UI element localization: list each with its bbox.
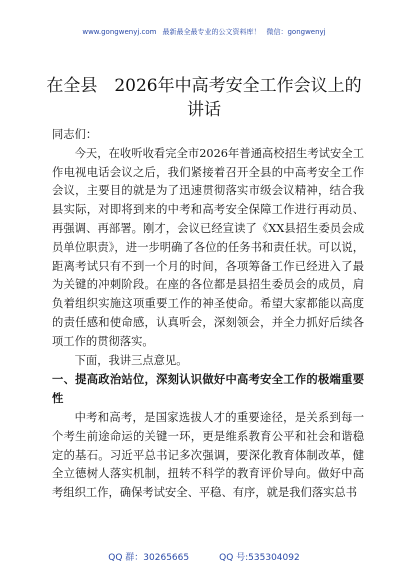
document-body [52, 126, 364, 503]
section-1-paragraph: 中考和高考，是国家选拔人才的重要途径，是关系到每一个考生前途命运的关键一环，更是维系教育公平和社会和谐稳定的基石。习近平总书记多次强调，要深化教育体制改革，健全立德树人落实机制，扭转不科学的教育评价导向。做好中高考组织工作，确保考试安全、平稳、有序，就是我们落实总书 [52, 410, 364, 500]
greeting: 同志们： [52, 128, 98, 141]
site-url[interactable]: www.gongwenyj.com [82, 28, 157, 36]
section-1-heading: 一、提高政治站位，深刻认识做好中高考安全工作的极端重要性 [52, 373, 364, 406]
body-paragraph-2: 下面，我讲三点意见。 [74, 353, 188, 367]
site-header [0, 27, 408, 37]
site-slogan: 最新最全最专业的公文资料库！ [162, 28, 261, 36]
body-paragraph-1: 今天，在收听收看完全市2026年普通高校招生考试安全工作电视电话会议之后，我们紧接着召开全县的中高考安全工作会议，主要目的就是为了迅速贯彻落实市级会议精神，结合我县实际，对即将到来的中考和高考安全保障工作进行再动员、再强调、再部署。刚才，会议已经宣读了《XX县招生委员会成员单位职责》，进一步明确了各位的任务书和责任状。可以说，距离考试只有不到一个月的时间，各项筹备工作已经进入了最为关键的冲刺阶段。在座的各位都是县招生委员会的成员，肩负着组织实施这项重要工作的神圣使命。希望大家都能以高度的责任感和使命感，认真听会，深刻领会，并全力抓好后续各项工作的贯彻落实。 [52, 146, 364, 348]
site-footer [0, 550, 408, 563]
qq-group: QQ 群：30265665 [108, 553, 190, 563]
qq-number: QQ 号:535304092 [219, 553, 300, 563]
document-title: 在全县 2026年中高考安全工作会议上的讲话 [46, 76, 362, 120]
wechat-id: 微信：gongwenyj [266, 28, 326, 36]
